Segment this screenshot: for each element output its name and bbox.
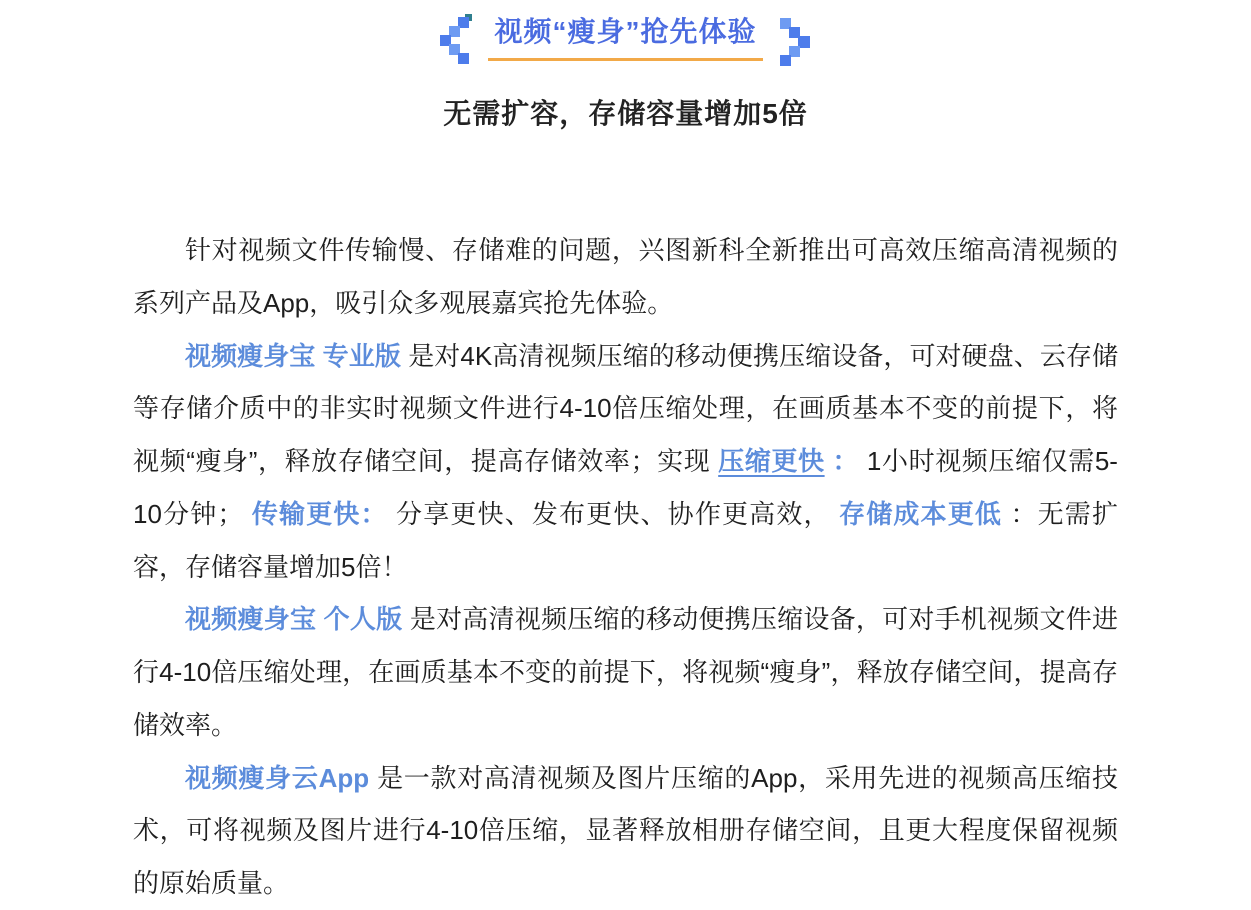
paragraph-pro-edition (133, 330, 1118, 594)
pixel-chevron-left-icon (436, 14, 474, 71)
text-segment: 针对视频文件传输慢、存储难的问题，兴图新科全新推出可高效压缩高清视频的系列产品及App，吸引众多观展嘉宾抢先体验。 (133, 235, 1118, 318)
product-name-cloud-app: 视频瘦身云App (185, 762, 370, 793)
highlight-colon: ： (832, 446, 860, 477)
article-body (133, 224, 1118, 910)
paragraph-cloud-app (133, 752, 1118, 910)
paragraph-personal-edition (133, 593, 1118, 751)
title-row (0, 12, 1251, 72)
text-segment: 是对高清视频压缩的移动便携压缩设备，可对手机视频文件进行4-10倍压缩处理，在画质基本不变的前提下，将视频“瘦身”，释放存储空间，提高存储效率。 (133, 604, 1118, 740)
product-name-personal: 视频瘦身宝 个人版 (185, 604, 403, 635)
product-name-pro: 视频瘦身宝 专业版 (185, 340, 401, 371)
pixel-chevron-right-icon (777, 17, 815, 72)
highlight-storage-cost-lower: 存储成本更低 (839, 498, 1003, 529)
text-segment: 分享更快、发布更快、协作更高效， (396, 498, 831, 529)
page-subtitle: 无需扩容，存储容量增加5倍 (443, 98, 808, 129)
page-title: 视频“瘦身”抢先体验 (488, 12, 762, 61)
highlight-compress-faster: 压缩更快 (718, 446, 825, 477)
text-segment: ：无需扩容，存储容量增加5倍！ (133, 498, 1118, 582)
highlight-transfer-faster: 传输更快： (251, 498, 388, 529)
paragraph-intro (133, 224, 1118, 330)
text-segment: 是一款对高清视频及图片压缩的App，采用先进的视频高压缩技术，可将视频及图片进行4-10倍压缩，显著释放相册存储空间，且更大程度保留视频的原始质量。 (133, 762, 1119, 899)
article-header (0, 0, 1251, 132)
text-segment: 是对4K高清视频压缩的移动便携压缩设备，可对硬盘、云存储等存储介质中的非实时视频文件进行4-10倍压缩处理，在画质基本不变的前提下，将视频“瘦身”，释放存储空间，提高存储效率；实现 (133, 340, 1118, 477)
text-segment: 1小时视频压缩仅需5-10分钟； (133, 446, 1118, 529)
